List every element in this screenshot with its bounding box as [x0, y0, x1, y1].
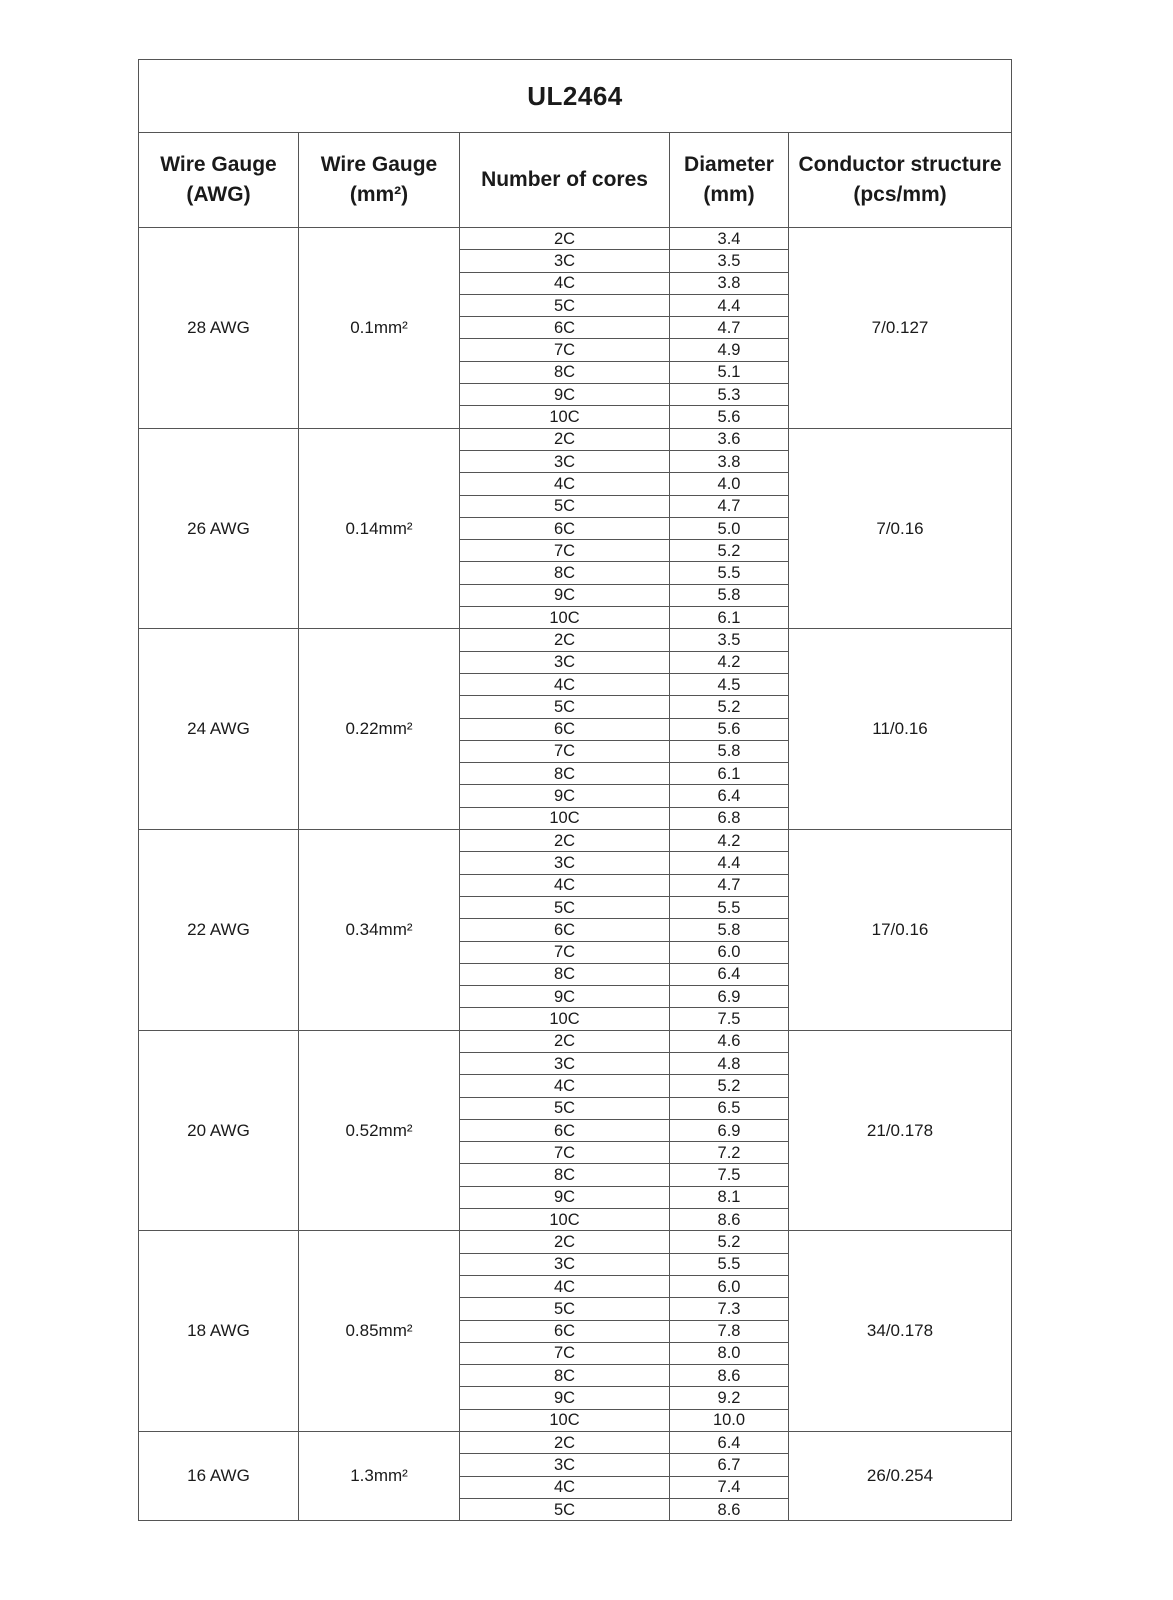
- diameter-cell: 8.6: [670, 1498, 789, 1520]
- gauge-awg-cell: 16 AWG: [139, 1432, 299, 1521]
- cores-cell: 3C: [460, 1454, 670, 1476]
- diameter-cell: 6.5: [670, 1097, 789, 1119]
- cores-cell: 3C: [460, 852, 670, 874]
- spec-table: [138, 59, 1012, 1521]
- table-row: [139, 1030, 1012, 1052]
- diameter-cell: 5.2: [670, 1231, 789, 1253]
- diameter-cell: 4.0: [670, 473, 789, 495]
- diameter-cell: 6.4: [670, 785, 789, 807]
- cores-cell: 10C: [460, 1209, 670, 1231]
- diameter-cell: 7.5: [670, 1008, 789, 1030]
- cores-cell: 8C: [460, 963, 670, 985]
- cores-cell: 7C: [460, 540, 670, 562]
- cores-cell: 7C: [460, 339, 670, 361]
- cores-cell: 5C: [460, 896, 670, 918]
- table-body: [139, 228, 1012, 1521]
- diameter-cell: 5.8: [670, 584, 789, 606]
- cores-cell: 5C: [460, 696, 670, 718]
- cores-cell: 7C: [460, 941, 670, 963]
- cores-cell: 6C: [460, 517, 670, 539]
- table-row: [139, 830, 1012, 852]
- diameter-cell: 8.0: [670, 1342, 789, 1364]
- diameter-cell: 4.2: [670, 651, 789, 673]
- cores-cell: 7C: [460, 1342, 670, 1364]
- cores-cell: 10C: [460, 607, 670, 629]
- diameter-cell: 4.4: [670, 852, 789, 874]
- gauge-awg-cell: 26 AWG: [139, 428, 299, 629]
- diameter-cell: 6.0: [670, 941, 789, 963]
- gauge-mm2-cell: 0.52mm²: [299, 1030, 460, 1231]
- diameter-cell: 7.5: [670, 1164, 789, 1186]
- table-row: [139, 228, 1012, 250]
- diameter-cell: 6.7: [670, 1454, 789, 1476]
- cores-cell: 5C: [460, 1298, 670, 1320]
- diameter-cell: 4.9: [670, 339, 789, 361]
- diameter-cell: 7.3: [670, 1298, 789, 1320]
- cores-cell: 10C: [460, 807, 670, 829]
- conductor-structure-cell: 17/0.16: [789, 830, 1012, 1031]
- cores-cell: 4C: [460, 1476, 670, 1498]
- cores-cell: 5C: [460, 1097, 670, 1119]
- diameter-cell: 5.8: [670, 740, 789, 762]
- diameter-cell: 6.9: [670, 1119, 789, 1141]
- cores-cell: 10C: [460, 1008, 670, 1030]
- conductor-structure-cell: 7/0.127: [789, 228, 1012, 429]
- diameter-cell: 7.4: [670, 1476, 789, 1498]
- table-title: UL2464: [139, 60, 1012, 133]
- diameter-cell: 6.4: [670, 1432, 789, 1454]
- diameter-cell: 5.2: [670, 540, 789, 562]
- diameter-cell: 7.8: [670, 1320, 789, 1342]
- diameter-cell: 3.5: [670, 250, 789, 272]
- diameter-cell: 3.4: [670, 228, 789, 250]
- diameter-cell: 5.8: [670, 919, 789, 941]
- gauge-mm2-cell: 0.1mm²: [299, 228, 460, 429]
- cores-cell: 3C: [460, 250, 670, 272]
- header-diameter: Diameter (mm): [670, 133, 789, 228]
- cores-cell: 5C: [460, 294, 670, 316]
- diameter-cell: 6.4: [670, 963, 789, 985]
- cores-cell: 2C: [460, 830, 670, 852]
- header-row: [139, 133, 1012, 228]
- diameter-cell: 4.2: [670, 830, 789, 852]
- diameter-cell: 4.7: [670, 317, 789, 339]
- cores-cell: 9C: [460, 1387, 670, 1409]
- cores-cell: 10C: [460, 1409, 670, 1431]
- cores-cell: 4C: [460, 1275, 670, 1297]
- cores-cell: 8C: [460, 763, 670, 785]
- table-row: [139, 428, 1012, 450]
- gauge-mm2-cell: 0.85mm²: [299, 1231, 460, 1432]
- cores-cell: 8C: [460, 562, 670, 584]
- diameter-cell: 5.2: [670, 696, 789, 718]
- header-mm2: Wire Gauge (mm²): [299, 133, 460, 228]
- cores-cell: 2C: [460, 428, 670, 450]
- cores-cell: 8C: [460, 1164, 670, 1186]
- diameter-cell: 3.6: [670, 428, 789, 450]
- header-cores: Number of cores: [460, 133, 670, 228]
- diameter-cell: 5.1: [670, 361, 789, 383]
- diameter-cell: 4.5: [670, 673, 789, 695]
- diameter-cell: 6.1: [670, 763, 789, 785]
- gauge-awg-cell: 22 AWG: [139, 830, 299, 1031]
- cores-cell: 6C: [460, 1119, 670, 1141]
- table-row: [139, 629, 1012, 651]
- diameter-cell: 5.2: [670, 1075, 789, 1097]
- cores-cell: 8C: [460, 361, 670, 383]
- diameter-cell: 6.0: [670, 1275, 789, 1297]
- table-row: [139, 1231, 1012, 1253]
- cores-cell: 2C: [460, 228, 670, 250]
- cores-cell: 2C: [460, 1231, 670, 1253]
- cores-cell: 3C: [460, 1052, 670, 1074]
- cores-cell: 9C: [460, 584, 670, 606]
- header-awg: Wire Gauge (AWG): [139, 133, 299, 228]
- gauge-awg-cell: 28 AWG: [139, 228, 299, 429]
- cores-cell: 2C: [460, 1432, 670, 1454]
- diameter-cell: 8.6: [670, 1209, 789, 1231]
- cores-cell: 8C: [460, 1365, 670, 1387]
- cores-cell: 4C: [460, 1075, 670, 1097]
- conductor-structure-cell: 34/0.178: [789, 1231, 1012, 1432]
- diameter-cell: 4.7: [670, 495, 789, 517]
- diameter-cell: 6.9: [670, 986, 789, 1008]
- diameter-cell: 10.0: [670, 1409, 789, 1431]
- diameter-cell: 5.6: [670, 718, 789, 740]
- conductor-structure-cell: 11/0.16: [789, 629, 1012, 830]
- conductor-structure-cell: 21/0.178: [789, 1030, 1012, 1231]
- diameter-cell: 4.4: [670, 294, 789, 316]
- gauge-awg-cell: 24 AWG: [139, 629, 299, 830]
- gauge-awg-cell: 20 AWG: [139, 1030, 299, 1231]
- cores-cell: 4C: [460, 473, 670, 495]
- gauge-mm2-cell: 0.22mm²: [299, 629, 460, 830]
- diameter-cell: 8.6: [670, 1365, 789, 1387]
- diameter-cell: 3.5: [670, 629, 789, 651]
- cores-cell: 4C: [460, 673, 670, 695]
- diameter-cell: 9.2: [670, 1387, 789, 1409]
- cores-cell: 7C: [460, 1142, 670, 1164]
- gauge-mm2-cell: 0.34mm²: [299, 830, 460, 1031]
- diameter-cell: 4.8: [670, 1052, 789, 1074]
- gauge-awg-cell: 18 AWG: [139, 1231, 299, 1432]
- cores-cell: 3C: [460, 1253, 670, 1275]
- diameter-cell: 7.2: [670, 1142, 789, 1164]
- cores-cell: 10C: [460, 406, 670, 428]
- cores-cell: 9C: [460, 986, 670, 1008]
- conductor-structure-cell: 26/0.254: [789, 1432, 1012, 1521]
- table-row: [139, 1432, 1012, 1454]
- diameter-cell: 5.0: [670, 517, 789, 539]
- cores-cell: 4C: [460, 272, 670, 294]
- diameter-cell: 6.8: [670, 807, 789, 829]
- cores-cell: 2C: [460, 629, 670, 651]
- header-structure: Conductor structure (pcs/mm): [789, 133, 1012, 228]
- diameter-cell: 5.5: [670, 562, 789, 584]
- gauge-mm2-cell: 1.3mm²: [299, 1432, 460, 1521]
- cores-cell: 9C: [460, 1186, 670, 1208]
- cores-cell: 2C: [460, 1030, 670, 1052]
- diameter-cell: 3.8: [670, 450, 789, 472]
- cores-cell: 6C: [460, 317, 670, 339]
- diameter-cell: 6.1: [670, 607, 789, 629]
- cores-cell: 5C: [460, 495, 670, 517]
- conductor-structure-cell: 7/0.16: [789, 428, 1012, 629]
- cores-cell: 7C: [460, 740, 670, 762]
- diameter-cell: 5.5: [670, 896, 789, 918]
- diameter-cell: 4.6: [670, 1030, 789, 1052]
- cores-cell: 9C: [460, 384, 670, 406]
- cores-cell: 5C: [460, 1498, 670, 1520]
- cores-cell: 6C: [460, 718, 670, 740]
- diameter-cell: 4.7: [670, 874, 789, 896]
- cores-cell: 3C: [460, 450, 670, 472]
- diameter-cell: 5.5: [670, 1253, 789, 1275]
- diameter-cell: 3.8: [670, 272, 789, 294]
- cores-cell: 6C: [460, 1320, 670, 1342]
- cores-cell: 4C: [460, 874, 670, 896]
- cores-cell: 3C: [460, 651, 670, 673]
- cores-cell: 6C: [460, 919, 670, 941]
- diameter-cell: 5.3: [670, 384, 789, 406]
- cores-cell: 9C: [460, 785, 670, 807]
- diameter-cell: 5.6: [670, 406, 789, 428]
- gauge-mm2-cell: 0.14mm²: [299, 428, 460, 629]
- diameter-cell: 8.1: [670, 1186, 789, 1208]
